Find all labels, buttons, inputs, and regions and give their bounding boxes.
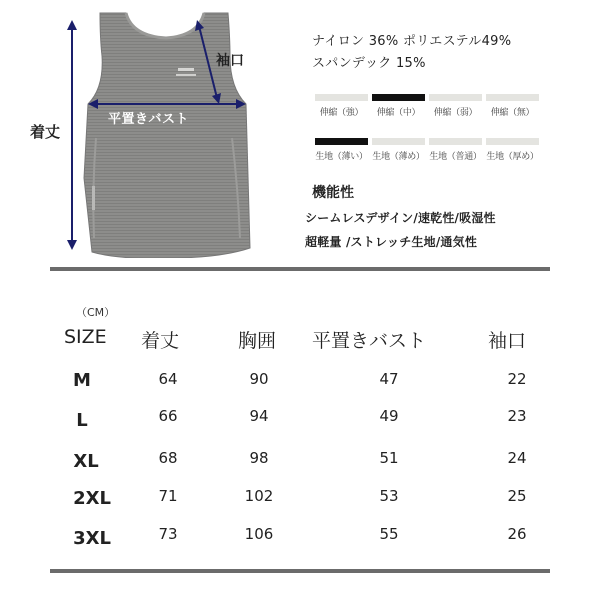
table-row-size: 2XL xyxy=(73,488,111,509)
scale-bar xyxy=(315,94,368,101)
table-row-size: XL xyxy=(73,451,99,472)
table-cell-bust: 53 xyxy=(379,487,399,505)
length-arrow xyxy=(64,20,80,250)
table-cell-length: 68 xyxy=(158,449,178,467)
header-flat-bust: 平置きバスト xyxy=(312,330,427,352)
fabric-option xyxy=(314,138,369,162)
fabric-option-label: 生地（普通） xyxy=(429,152,482,162)
table-row-size: L xyxy=(76,410,88,431)
table-cell-armhole: 25 xyxy=(507,487,527,505)
table-cell-length: 71 xyxy=(158,487,178,505)
scale-bar-selected xyxy=(372,94,425,101)
fabric-option-label: 生地（薄め） xyxy=(372,152,425,162)
stretch-option-label: 伸縮（中） xyxy=(376,108,421,118)
armhole-label: 袖口 xyxy=(216,53,244,69)
table-cell-length: 64 xyxy=(158,370,178,388)
stretch-option-label: 伸縮（無） xyxy=(490,108,535,118)
header-chest: 胸囲 xyxy=(238,330,277,352)
scale-bar xyxy=(429,94,482,101)
header-armhole: 袖口 xyxy=(488,330,527,352)
scale-bar xyxy=(429,138,482,145)
fabric-thickness-scale xyxy=(314,138,540,162)
stretch-option-label: 伸縮（弱） xyxy=(433,108,478,118)
header-length: 着丈 xyxy=(141,330,180,352)
scale-bar xyxy=(486,138,539,145)
table-cell-bust: 47 xyxy=(379,370,399,388)
stretch-option xyxy=(371,94,426,118)
fabric-option-label: 生地（薄い） xyxy=(315,152,368,162)
table-row-size: 3XL xyxy=(73,528,111,549)
table-cell-armhole: 24 xyxy=(507,449,527,467)
fabric-option xyxy=(371,138,426,162)
scale-bar xyxy=(372,138,425,145)
unit-label: （CM） xyxy=(76,306,116,319)
stretch-option xyxy=(428,94,483,118)
tank-top-illustration xyxy=(70,8,260,258)
stretch-option xyxy=(314,94,369,118)
table-cell-chest: 106 xyxy=(244,525,274,543)
functions-line-2: 超軽量 /ストレッチ生地/通気性 xyxy=(305,235,478,249)
material-composition xyxy=(312,31,511,75)
table-cell-bust: 55 xyxy=(379,525,399,543)
table-cell-chest: 102 xyxy=(244,487,274,505)
table-cell-armhole: 22 xyxy=(507,370,527,388)
fabric-option xyxy=(485,138,540,162)
section-divider xyxy=(50,267,550,271)
material-line-2: スパンデック 15% xyxy=(312,56,426,71)
chest-label: 平置きバスト xyxy=(108,112,190,127)
material-line-1: ナイロン 36% ポリエステル49% xyxy=(312,34,512,49)
table-row-size: M xyxy=(73,370,91,391)
table-cell-bust: 51 xyxy=(379,449,399,467)
fabric-option-label: 生地（厚め） xyxy=(486,152,539,162)
scale-bar-selected xyxy=(315,138,368,145)
header-size: SIZE xyxy=(64,326,107,348)
table-cell-chest: 90 xyxy=(249,370,269,388)
functions-line-1: シームレスデザイン/速乾性/吸湿性 xyxy=(305,211,496,225)
table-cell-chest: 98 xyxy=(249,449,269,467)
length-label: 着丈 xyxy=(30,123,61,141)
table-cell-length: 66 xyxy=(158,407,178,425)
table-cell-armhole: 26 xyxy=(507,525,527,543)
stretch-option xyxy=(485,94,540,118)
stretch-scale xyxy=(314,94,540,118)
table-cell-length: 73 xyxy=(158,525,178,543)
table-cell-chest: 94 xyxy=(249,407,269,425)
scale-bar xyxy=(486,94,539,101)
stretch-option-label: 伸縮（強） xyxy=(319,108,364,118)
fabric-option xyxy=(428,138,483,162)
table-cell-armhole: 23 xyxy=(507,407,527,425)
table-cell-bust: 49 xyxy=(379,407,399,425)
section-divider xyxy=(50,569,550,573)
functions-title: 機能性 xyxy=(312,185,354,201)
